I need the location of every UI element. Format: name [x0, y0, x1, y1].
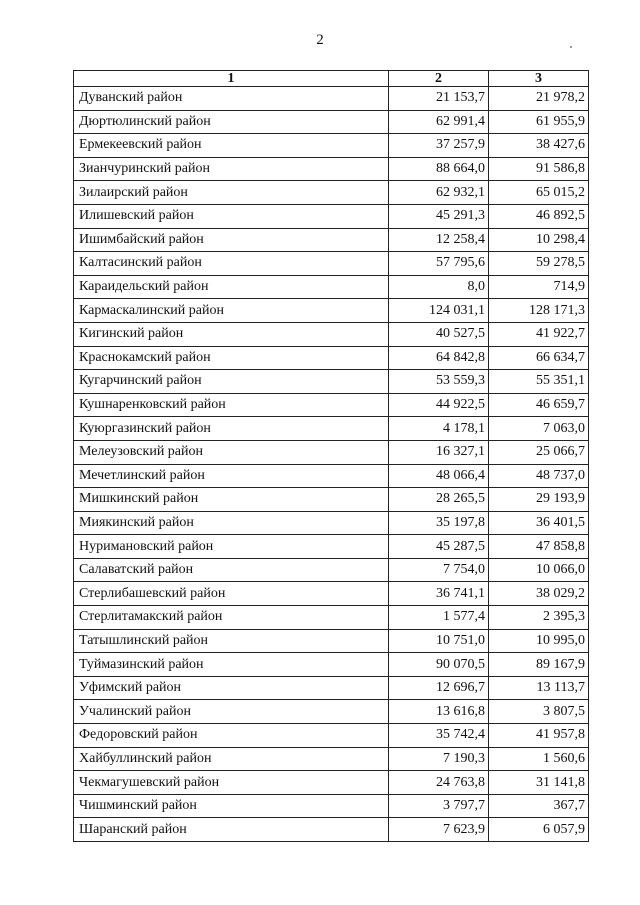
- table-row: [74, 228, 589, 252]
- district-name-cell: Мечетлинский район: [74, 464, 389, 488]
- value-column-3-cell: 10 298,4: [489, 228, 589, 252]
- table-row: [74, 134, 589, 158]
- value-column-3-cell: 21 978,2: [489, 87, 589, 111]
- value-column-2-cell: 88 664,0: [389, 157, 489, 181]
- value-column-2-cell: 36 741,1: [389, 582, 489, 606]
- value-column-3-cell: 89 167,9: [489, 653, 589, 677]
- value-column-2-cell: 35 197,8: [389, 511, 489, 535]
- value-column-2-cell: 3 797,7: [389, 794, 489, 818]
- value-column-3-cell: 41 922,7: [489, 322, 589, 346]
- value-column-3-cell: 10 066,0: [489, 558, 589, 582]
- value-column-3-cell: 10 995,0: [489, 629, 589, 653]
- table-row: [74, 393, 589, 417]
- table-row: [74, 440, 589, 464]
- value-column-2-cell: 7 754,0: [389, 558, 489, 582]
- district-data-table: [73, 70, 589, 842]
- district-name-cell: Кугарчинский район: [74, 370, 389, 394]
- district-name-cell: Миякинский район: [74, 511, 389, 535]
- value-column-2-cell: 13 616,8: [389, 700, 489, 724]
- table-row: [74, 204, 589, 228]
- value-column-3-cell: 36 401,5: [489, 511, 589, 535]
- district-name-cell: Стерлитамакский район: [74, 606, 389, 630]
- table-row: [74, 488, 589, 512]
- table-row: [74, 606, 589, 630]
- table-row: [74, 181, 589, 205]
- district-name-cell: Чишминский район: [74, 794, 389, 818]
- value-column-2-cell: 4 178,1: [389, 417, 489, 441]
- value-column-2-cell: 62 932,1: [389, 181, 489, 205]
- table-row: [74, 511, 589, 535]
- district-name-cell: Учалинский район: [74, 700, 389, 724]
- table-row: [74, 724, 589, 748]
- district-name-cell: Салаватский район: [74, 558, 389, 582]
- table-row: [74, 157, 589, 181]
- value-column-2-cell: 24 763,8: [389, 771, 489, 795]
- table-body: [74, 87, 589, 842]
- value-column-2-cell: 64 842,8: [389, 346, 489, 370]
- district-name-cell: Мелеузовский район: [74, 440, 389, 464]
- value-column-2-cell: 10 751,0: [389, 629, 489, 653]
- table-row: [74, 370, 589, 394]
- value-column-3-cell: 55 351,1: [489, 370, 589, 394]
- value-column-2-cell: 21 153,7: [389, 87, 489, 111]
- district-name-cell: Дюртюлинский район: [74, 110, 389, 134]
- district-name-cell: Дуванский район: [74, 87, 389, 111]
- value-column-2-cell: 7 190,3: [389, 747, 489, 771]
- table-row: [74, 535, 589, 559]
- value-column-3-cell: 66 634,7: [489, 346, 589, 370]
- table-row: [74, 558, 589, 582]
- district-name-cell: Зианчуринский район: [74, 157, 389, 181]
- value-column-3-cell: 31 141,8: [489, 771, 589, 795]
- value-column-3-cell: 2 395,3: [489, 606, 589, 630]
- value-column-2-cell: 8,0: [389, 275, 489, 299]
- district-name-cell: Стерлибашевский район: [74, 582, 389, 606]
- value-column-3-cell: 29 193,9: [489, 488, 589, 512]
- value-column-3-cell: 41 957,8: [489, 724, 589, 748]
- value-column-3-cell: 128 171,3: [489, 299, 589, 323]
- table-row: [74, 87, 589, 111]
- district-name-cell: Туймазинский район: [74, 653, 389, 677]
- district-name-cell: Краснокамский район: [74, 346, 389, 370]
- page-number: 2: [316, 32, 324, 48]
- district-name-cell: Кармаскалинский район: [74, 299, 389, 323]
- value-column-3-cell: 38 029,2: [489, 582, 589, 606]
- district-name-cell: Мишкинский район: [74, 488, 389, 512]
- value-column-2-cell: 45 287,5: [389, 535, 489, 559]
- value-column-2-cell: 53 559,3: [389, 370, 489, 394]
- district-name-cell: Шаранский район: [74, 818, 389, 842]
- value-column-3-cell: 367,7: [489, 794, 589, 818]
- value-column-2-cell: 12 258,4: [389, 228, 489, 252]
- value-column-2-cell: 45 291,3: [389, 204, 489, 228]
- table-row: [74, 818, 589, 842]
- value-column-2-cell: 12 696,7: [389, 676, 489, 700]
- table-row: [74, 417, 589, 441]
- value-column-2-cell: 16 327,1: [389, 440, 489, 464]
- value-column-3-cell: 48 737,0: [489, 464, 589, 488]
- value-column-2-cell: 124 031,1: [389, 299, 489, 323]
- table-row: [74, 676, 589, 700]
- value-column-3-cell: 65 015,2: [489, 181, 589, 205]
- table-row: [74, 299, 589, 323]
- value-column-2-cell: 48 066,4: [389, 464, 489, 488]
- table-row: [74, 653, 589, 677]
- value-column-2-cell: 57 795,6: [389, 252, 489, 276]
- table-row: [74, 275, 589, 299]
- table-row: [74, 771, 589, 795]
- table-row: [74, 582, 589, 606]
- value-column-2-cell: 1 577,4: [389, 606, 489, 630]
- header-row: [74, 71, 589, 87]
- value-column-3-cell: 91 586,8: [489, 157, 589, 181]
- table-row: [74, 252, 589, 276]
- district-name-cell: Куюргазинский район: [74, 417, 389, 441]
- header-column-1: 1: [74, 71, 389, 87]
- header-column-3: 3: [489, 71, 589, 87]
- value-column-3-cell: 714,9: [489, 275, 589, 299]
- value-column-3-cell: 61 955,9: [489, 110, 589, 134]
- district-name-cell: Хайбуллинский район: [74, 747, 389, 771]
- table-row: [74, 629, 589, 653]
- district-name-cell: Уфимский район: [74, 676, 389, 700]
- value-column-3-cell: 38 427,6: [489, 134, 589, 158]
- district-name-cell: Ермекеевский район: [74, 134, 389, 158]
- district-name-cell: Ишимбайский район: [74, 228, 389, 252]
- value-column-2-cell: 62 991,4: [389, 110, 489, 134]
- value-column-3-cell: 25 066,7: [489, 440, 589, 464]
- value-column-3-cell: 59 278,5: [489, 252, 589, 276]
- district-name-cell: Федоровский район: [74, 724, 389, 748]
- value-column-3-cell: 6 057,9: [489, 818, 589, 842]
- district-name-cell: Калтасинский район: [74, 252, 389, 276]
- district-name-cell: Нуримановский район: [74, 535, 389, 559]
- district-name-cell: Кигинский район: [74, 322, 389, 346]
- district-name-cell: Зилаирский район: [74, 181, 389, 205]
- table-row: [74, 346, 589, 370]
- value-column-3-cell: 7 063,0: [489, 417, 589, 441]
- header-column-2: 2: [389, 71, 489, 87]
- value-column-3-cell: 13 113,7: [489, 676, 589, 700]
- table-row: [74, 322, 589, 346]
- table-header: [74, 71, 589, 87]
- value-column-3-cell: 46 659,7: [489, 393, 589, 417]
- value-column-2-cell: 7 623,9: [389, 818, 489, 842]
- value-column-2-cell: 35 742,4: [389, 724, 489, 748]
- value-column-2-cell: 28 265,5: [389, 488, 489, 512]
- value-column-3-cell: 1 560,6: [489, 747, 589, 771]
- value-column-2-cell: 40 527,5: [389, 322, 489, 346]
- table-row: [74, 747, 589, 771]
- table-row: [74, 110, 589, 134]
- value-column-3-cell: 46 892,5: [489, 204, 589, 228]
- district-name-cell: Илишевский район: [74, 204, 389, 228]
- value-column-2-cell: 44 922,5: [389, 393, 489, 417]
- district-name-cell: Чекмагушевский район: [74, 771, 389, 795]
- scan-artifact-dot: [570, 46, 572, 48]
- value-column-3-cell: 3 807,5: [489, 700, 589, 724]
- value-column-2-cell: 90 070,5: [389, 653, 489, 677]
- table-row: [74, 794, 589, 818]
- district-name-cell: Караидельский район: [74, 275, 389, 299]
- table-row: [74, 464, 589, 488]
- district-name-cell: Кушнаренковский район: [74, 393, 389, 417]
- table-row: [74, 700, 589, 724]
- district-name-cell: Татышлинский район: [74, 629, 389, 653]
- value-column-3-cell: 47 858,8: [489, 535, 589, 559]
- value-column-2-cell: 37 257,9: [389, 134, 489, 158]
